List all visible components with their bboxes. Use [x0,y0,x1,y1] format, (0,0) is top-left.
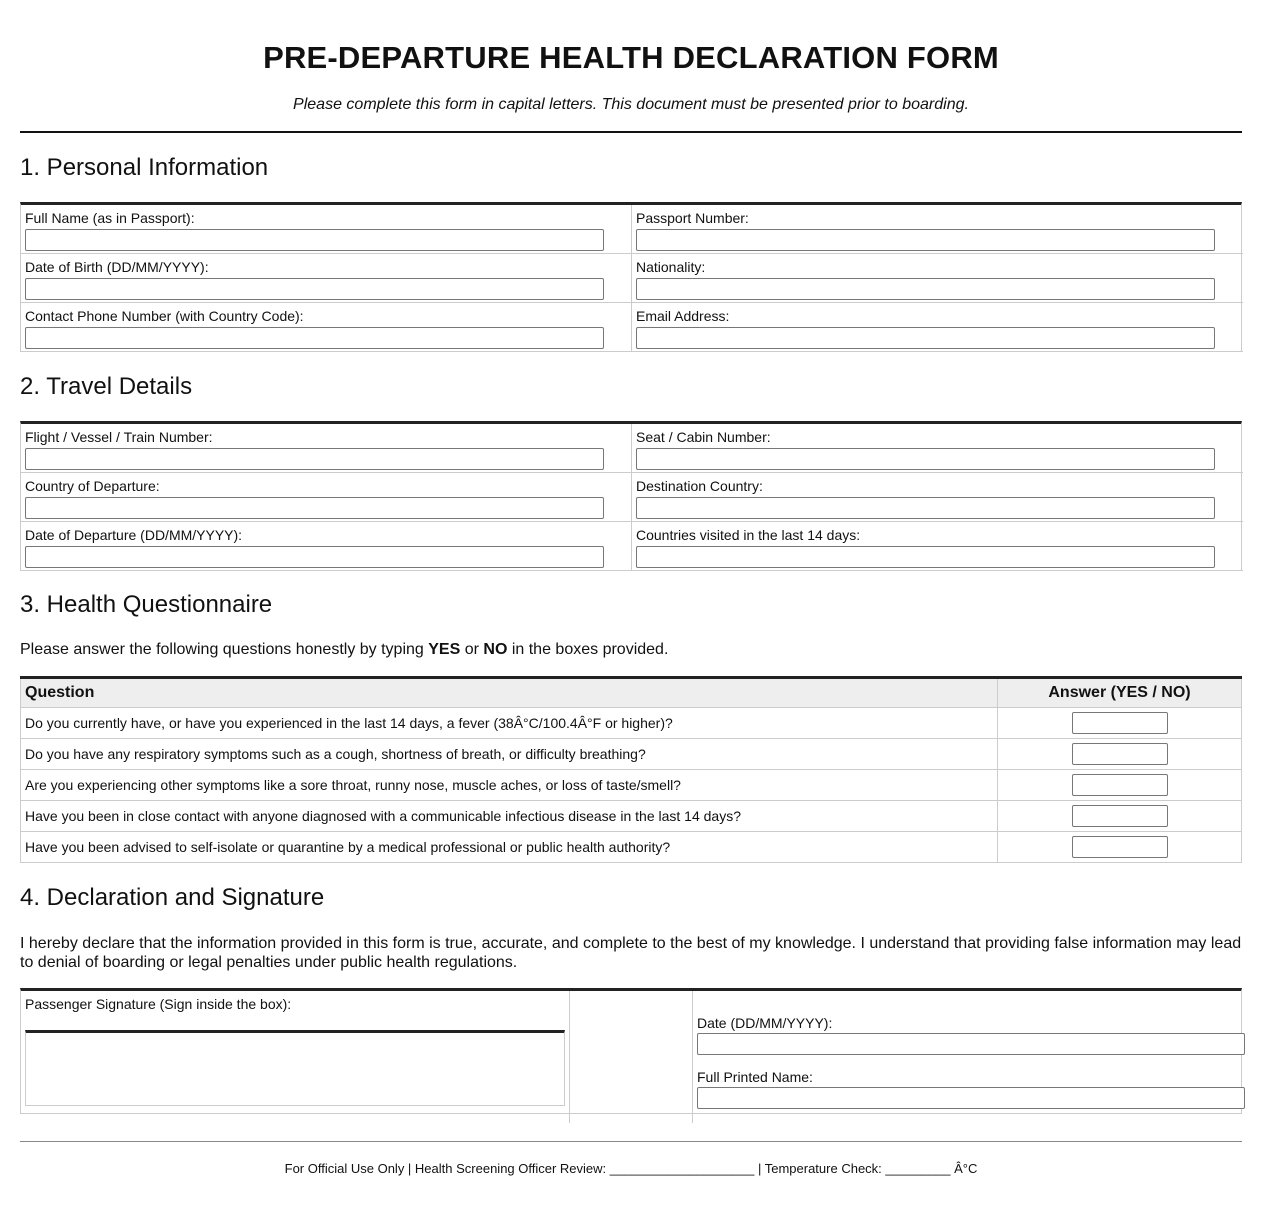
intro-text: Please answer the following questions honestly by typing [20,641,429,658]
table-row [21,832,1242,863]
nationality-input[interactable] [636,278,1215,300]
question-text: Are you experiencing other symptoms like a sore throat, runny nose, muscle aches, or loss of taste/smell? [21,770,998,801]
table-row [21,708,1242,739]
nationality-label: Nationality: [636,259,706,275]
date-of-birth-label: Date of Birth (DD/MM/YYYY): [25,259,209,275]
field-cell [21,205,632,254]
signature-spacer [570,991,693,1123]
intro-yes: YES [428,641,461,658]
date-of-birth-input[interactable] [25,278,604,300]
other-symptoms-answer-input[interactable] [1072,774,1168,796]
phone-number-label: Contact Phone Number (with Country Code): [25,308,304,324]
answer-cell [998,708,1242,739]
intro-no: NO [483,641,508,658]
signature-area [20,988,1242,1114]
form-instructions: Please complete this form in capital letters. This document must be presented prior to boarding. [293,96,969,113]
field-cell [21,424,632,473]
section-heading-personal: 1. Personal Information [20,154,269,181]
table-row [21,739,1242,770]
flight-number-input[interactable] [25,448,604,470]
intro-text: in the boxes provided. [507,641,669,658]
answer-cell [998,739,1242,770]
fever-answer-input[interactable] [1072,712,1168,734]
signature-box[interactable] [25,1030,565,1106]
question-text: Have you been in close contact with anyone diagnosed with a communicable infectious disease in the last 14 days? [21,801,998,832]
field-cell [632,522,1243,571]
answer-column-header: Answer (YES / NO) [998,678,1242,708]
departure-country-label: Country of Departure: [25,478,160,494]
questionnaire-instructions [20,641,1242,659]
answer-cell [998,832,1242,863]
date-name-cell [693,991,1243,1123]
section-heading-health: 3. Health Questionnaire [20,591,273,618]
form-page [20,0,1242,1176]
table-row [21,801,1242,832]
intro-text: or [460,641,484,658]
question-text: Do you currently have, or have you experienced in the last 14 days, a fever (38Â°C/100.4Â°F or higher)? [21,708,998,739]
title-divider [20,131,1242,133]
field-cell [21,473,632,522]
health-questionnaire-table [20,676,1242,863]
question-text: Have you been advised to self-isolate or quarantine by a medical professional or public health authority? [21,832,998,863]
section-heading-declaration: 4. Declaration and Signature [20,884,325,911]
question-text: Do you have any respiratory symptoms such as a cough, shortness of breath, or difficulty breathing? [21,739,998,770]
personal-info-grid [20,202,1242,352]
destination-country-label: Destination Country: [636,478,763,494]
signature-date-label: Date (DD/MM/YYYY): [697,1015,833,1031]
field-cell [21,254,632,303]
answer-cell [998,801,1242,832]
printed-name-label: Full Printed Name: [697,1069,813,1085]
question-column-header: Question [21,678,998,708]
countries-visited-label: Countries visited in the last 14 days: [636,527,861,543]
field-cell [21,303,632,352]
seat-number-label: Seat / Cabin Number: [636,429,771,445]
passport-number-input[interactable] [636,229,1215,251]
field-cell [21,522,632,571]
full-name-input[interactable] [25,229,604,251]
flight-number-label: Flight / Vessel / Train Number: [25,429,213,445]
seat-number-input[interactable] [636,448,1215,470]
field-cell [632,303,1243,352]
close-contact-answer-input[interactable] [1072,805,1168,827]
section-heading-travel: 2. Travel Details [20,373,193,400]
table-header-row [21,678,1242,708]
travel-details-grid [20,421,1242,571]
passport-number-label: Passport Number: [636,210,749,226]
departure-date-input[interactable] [25,546,604,568]
countries-visited-input[interactable] [636,546,1215,568]
field-cell [632,254,1243,303]
destination-country-input[interactable] [636,497,1215,519]
signature-cell [21,991,570,1123]
official-use-footer: For Official Use Only | Health Screening Officer Review: ____________________ | Temperature Check: _________ Â°C [284,1161,978,1176]
respiratory-answer-input[interactable] [1072,743,1168,765]
field-cell [632,473,1243,522]
departure-date-label: Date of Departure (DD/MM/YYYY): [25,527,243,543]
quarantine-answer-input[interactable] [1072,836,1168,858]
table-row [21,770,1242,801]
departure-country-input[interactable] [25,497,604,519]
field-cell [632,205,1243,254]
printed-name-input[interactable] [697,1087,1245,1109]
signature-date-input[interactable] [697,1033,1245,1055]
field-cell [632,424,1243,473]
phone-number-input[interactable] [25,327,604,349]
answer-cell [998,770,1242,801]
full-name-label: Full Name (as in Passport): [25,210,195,226]
signature-label: Passenger Signature (Sign inside the box): [25,996,292,1012]
page-title: PRE-DEPARTURE HEALTH DECLARATION FORM [263,40,999,75]
email-address-label: Email Address: [636,308,730,324]
email-address-input[interactable] [636,327,1215,349]
declaration-text: I hereby declare that the information provided in this form is true, accurate, and complete to the best of my knowledge. I understand that providing false information may lead to denial of boarding or legal penalties under public health regulations. [20,935,1242,971]
footer-divider [20,1141,1242,1142]
